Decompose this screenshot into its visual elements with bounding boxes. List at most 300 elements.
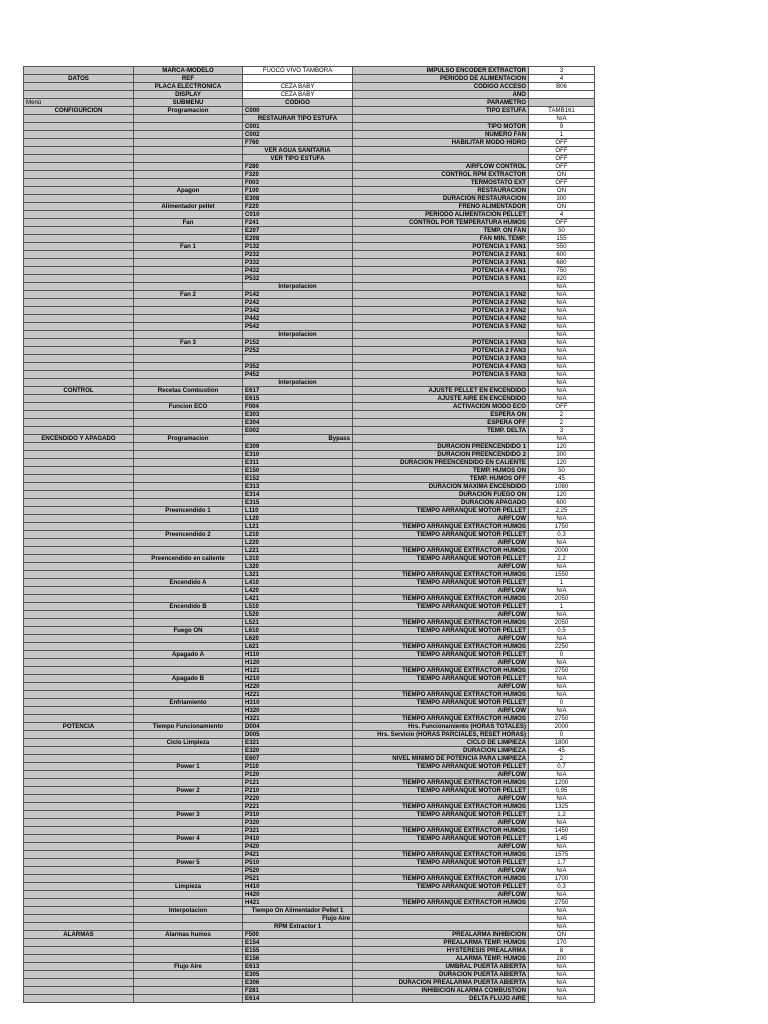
parameter-cell: DURACION FUEGO ON — [353, 491, 529, 499]
code-cell: F760 — [243, 139, 353, 147]
menu-cell — [24, 683, 134, 691]
submenu-cell — [134, 875, 243, 883]
parameter-cell — [353, 115, 529, 123]
table-row — [24, 555, 595, 563]
menu-cell — [24, 563, 134, 571]
submenu-cell — [134, 595, 243, 603]
value-cell: N/A — [529, 771, 595, 779]
parameter-cell: AIRFLOW — [353, 819, 529, 827]
menu-cell — [24, 323, 134, 331]
value-cell: 0,5 — [529, 627, 595, 635]
submenu-cell — [134, 755, 243, 763]
table-row — [24, 395, 595, 403]
code-cell: P342 — [243, 307, 353, 315]
code-cell: L410 — [243, 579, 353, 587]
table-row — [24, 763, 595, 771]
menu-cell — [24, 371, 134, 379]
parameter-cell: AJUSTE PELLET EN ENCENDIDO — [353, 387, 529, 395]
submenu-cell — [134, 915, 243, 923]
value-cell: N/A — [529, 995, 595, 1003]
value-cell: 300 — [529, 195, 595, 203]
value-cell: 2 — [529, 755, 595, 763]
value-cell: N/A — [529, 323, 595, 331]
submenu-cell — [134, 459, 243, 467]
menu-cell — [24, 787, 134, 795]
menu-cell — [24, 859, 134, 867]
table-row — [24, 419, 595, 427]
menu-cell — [24, 235, 134, 243]
menu-cell: CONTROL — [24, 387, 134, 395]
menu-cell — [24, 275, 134, 283]
submenu-cell — [134, 827, 243, 835]
code-cell: P421 — [243, 851, 353, 859]
table-row — [24, 779, 595, 787]
code-cell: P352 — [243, 363, 353, 371]
menu-cell — [24, 155, 134, 163]
code-cell: E311 — [243, 459, 353, 467]
table-row — [24, 995, 595, 1003]
code-cell: E150 — [243, 467, 353, 475]
table-row — [24, 939, 595, 947]
value-cell: 0,7 — [529, 763, 595, 771]
menu-cell — [24, 891, 134, 899]
menu-cell — [24, 819, 134, 827]
value-cell: 1450 — [529, 827, 595, 835]
parameter-cell: INHIBICION ALARMA COMBUSTION — [353, 987, 529, 995]
code-cell: L110 — [243, 507, 353, 515]
parameter-cell: TIEMPO ARRANQUE MOTOR PELLET — [353, 675, 529, 683]
value-cell: N/A — [529, 563, 595, 571]
table-row — [24, 483, 595, 491]
parameter-cell: DURACION PREALARMA PUERTA ABIERTA — [353, 979, 529, 987]
table-row — [24, 291, 595, 299]
table-row — [24, 307, 595, 315]
parameter-cell: TIEMPO ARRANQUE EXTRACTOR HUMOS — [353, 803, 529, 811]
value-cell: OFF — [529, 147, 595, 155]
table-row — [24, 707, 595, 715]
code-cell: H110 — [243, 651, 353, 659]
menu-cell — [24, 67, 134, 75]
parameter-cell: DURACION PREENCENDIDO EN CALIENTE — [353, 459, 529, 467]
parameter-cell: TIEMPO ARRANQUE EXTRACTOR HUMOS — [353, 779, 529, 787]
menu-cell — [24, 195, 134, 203]
submenu-cell — [134, 267, 243, 275]
submenu-cell — [134, 235, 243, 243]
table-row — [24, 411, 595, 419]
menu-cell — [24, 251, 134, 259]
value-cell: 2,25 — [529, 507, 595, 515]
value-cell: N/A — [529, 611, 595, 619]
table-row — [24, 539, 595, 547]
value-cell: 300 — [529, 451, 595, 459]
parameter-cell: AJUSTE AIRE EN ENCENDIDO — [353, 395, 529, 403]
menu-cell: POTENCIA — [24, 723, 134, 731]
menu-cell — [24, 211, 134, 219]
menu-cell — [24, 331, 134, 339]
code-cell: P442 — [243, 315, 353, 323]
code-cell: L120 — [243, 515, 353, 523]
value-cell: 550 — [529, 243, 595, 251]
menu-cell — [24, 491, 134, 499]
code-cell: E156 — [243, 955, 353, 963]
value-cell: 120 — [529, 443, 595, 451]
parameter-cell: POTENCIA 3 FAN2 — [353, 307, 529, 315]
value-cell: 1750 — [529, 523, 595, 531]
table-row — [24, 323, 595, 331]
code-cell: L210 — [243, 531, 353, 539]
code-cell: H410 — [243, 883, 353, 891]
parameter-cell: ESPERA ON — [353, 411, 529, 419]
value-cell: 3 — [529, 427, 595, 435]
table-row — [24, 859, 595, 867]
parameter-cell: TIEMPO ARRANQUE EXTRACTOR HUMOS — [353, 899, 529, 907]
submenu-cell — [134, 667, 243, 675]
table-row — [24, 203, 595, 211]
value-cell: 4 — [529, 211, 595, 219]
menu-cell — [24, 451, 134, 459]
value-cell: 2000 — [529, 547, 595, 555]
parameter-cell: TIEMPO ARRANQUE EXTRACTOR HUMOS — [353, 851, 529, 859]
table-row — [24, 115, 595, 123]
parameter-cell: POTENCIA 5 FAN2 — [353, 323, 529, 331]
table-row — [24, 771, 595, 779]
value-cell: N/A — [529, 379, 595, 387]
value-cell: 0,95 — [529, 787, 595, 795]
code-cell: D004 — [243, 723, 353, 731]
submenu-cell: Power 2 — [134, 787, 243, 795]
menu-cell — [24, 419, 134, 427]
parameter-cell: Hrs. Servicio (HORAS PARCIALES, RESET HORAS) — [353, 731, 529, 739]
table-row — [24, 187, 595, 195]
submenu-cell: Apagado A — [134, 651, 243, 659]
value-cell: 4 — [529, 75, 595, 83]
parameter-cell: TIEMPO ARRANQUE EXTRACTOR HUMOS — [353, 875, 529, 883]
code-cell: L420 — [243, 587, 353, 595]
menu-cell — [24, 995, 134, 1003]
menu-cell — [24, 907, 134, 915]
value-cell: 1 — [529, 603, 595, 611]
table-row — [24, 587, 595, 595]
submenu-cell — [134, 643, 243, 651]
value-cell: OFF — [529, 179, 595, 187]
value-cell: N/A — [529, 539, 595, 547]
parameter-cell: AIRFLOW — [353, 771, 529, 779]
value-cell: N/A — [529, 971, 595, 979]
code-cell: E208 — [243, 235, 353, 243]
table-row — [24, 627, 595, 635]
parameter-cell: DURACION APAGADO — [353, 499, 529, 507]
code-cell: E306 — [243, 979, 353, 987]
code-cell: H221 — [243, 691, 353, 699]
menu-cell — [24, 443, 134, 451]
table-row — [24, 563, 595, 571]
submenu-cell — [134, 411, 243, 419]
table-row — [24, 603, 595, 611]
code-cell: L321 — [243, 571, 353, 579]
menu-cell — [24, 939, 134, 947]
submenu-cell — [134, 619, 243, 627]
menu-cell: Menú — [24, 99, 134, 107]
parameter-cell: CONTROL RPM EXTRACTOR — [353, 171, 529, 179]
value-cell: 1,2 — [529, 811, 595, 819]
table-row — [24, 891, 595, 899]
value-cell: N/A — [529, 659, 595, 667]
menu-cell — [24, 763, 134, 771]
parameter-cell: POTENCIA 3 FAN1 — [353, 259, 529, 267]
code-cell: P542 — [243, 323, 353, 331]
table-row — [24, 75, 595, 83]
value-cell: 45 — [529, 747, 595, 755]
parameter-cell: AÑO — [353, 91, 529, 99]
parameter-cell: TIEMPO ARRANQUE EXTRACTOR HUMOS — [353, 523, 529, 531]
code-cell: P420 — [243, 843, 353, 851]
value-cell: N/A — [529, 795, 595, 803]
table-row — [24, 883, 595, 891]
parameter-cell — [353, 147, 529, 155]
code-cell: P152 — [243, 339, 353, 347]
menu-cell: CONFIGURCION — [24, 107, 134, 115]
table-row — [24, 443, 595, 451]
table-row — [24, 355, 595, 363]
value-cell: N/A — [529, 387, 595, 395]
value-cell: 2 — [529, 419, 595, 427]
parameter-cell: TIEMPO ARRANQUE MOTOR PELLET — [353, 835, 529, 843]
code-cell: E152 — [243, 475, 353, 483]
code-cell: E310 — [243, 451, 353, 459]
parameter-cell: PARAMETRO — [353, 99, 529, 107]
menu-cell — [24, 227, 134, 235]
submenu-cell: Power 4 — [134, 835, 243, 843]
submenu-cell — [134, 451, 243, 459]
parameter-cell: TIEMPO ARRANQUE EXTRACTOR HUMOS — [353, 595, 529, 603]
menu-cell — [24, 651, 134, 659]
menu-cell — [24, 187, 134, 195]
value-cell: N/A — [529, 315, 595, 323]
menu-cell — [24, 91, 134, 99]
code-cell: Interpolacion — [243, 379, 353, 387]
table-row — [24, 147, 595, 155]
code-cell: E607 — [243, 755, 353, 763]
value-cell: 50 — [529, 227, 595, 235]
value-cell: N/A — [529, 963, 595, 971]
code-cell: D005 — [243, 731, 353, 739]
code-cell: Bypass — [243, 435, 353, 443]
menu-cell — [24, 219, 134, 227]
parameter-sheet — [23, 66, 595, 1003]
parameter-cell: TIEMPO ARRANQUE EXTRACTOR HUMOS — [353, 643, 529, 651]
submenu-cell — [134, 123, 243, 131]
menu-cell — [24, 971, 134, 979]
menu-cell — [24, 179, 134, 187]
submenu-cell — [134, 867, 243, 875]
menu-cell — [24, 619, 134, 627]
submenu-cell — [134, 891, 243, 899]
code-cell — [243, 75, 353, 83]
sheet-body — [24, 67, 595, 1003]
value-cell: N/A — [529, 339, 595, 347]
submenu-cell — [134, 939, 243, 947]
parameter-cell: ACTIVACION MODO ECO — [353, 403, 529, 411]
value-cell: N/A — [529, 819, 595, 827]
menu-cell — [24, 835, 134, 843]
table-row — [24, 899, 595, 907]
submenu-cell: Programacion — [134, 435, 243, 443]
table-row — [24, 347, 595, 355]
submenu-cell — [134, 211, 243, 219]
parameter-cell: UMBRAL PUERTA ABIERTA — [353, 963, 529, 971]
code-cell: F280 — [243, 163, 353, 171]
table-row — [24, 107, 595, 115]
value-cell: B06 — [529, 83, 595, 91]
submenu-cell: Tiempo Funcionamiento — [134, 723, 243, 731]
table-row — [24, 699, 595, 707]
value-cell: 2000 — [529, 723, 595, 731]
table-row — [24, 523, 595, 531]
menu-cell — [24, 483, 134, 491]
value-cell: N/A — [529, 515, 595, 523]
value-cell: 820 — [529, 275, 595, 283]
menu-cell — [24, 171, 134, 179]
code-cell: P110 — [243, 763, 353, 771]
parameter-cell: TIEMPO ARRANQUE MOTOR PELLET — [353, 531, 529, 539]
value-cell: N/A — [529, 363, 595, 371]
submenu-cell: Programacion — [134, 107, 243, 115]
code-cell: P332 — [243, 259, 353, 267]
submenu-cell — [134, 283, 243, 291]
menu-cell — [24, 539, 134, 547]
code-cell: L220 — [243, 539, 353, 547]
value-cell: 1800 — [529, 739, 595, 747]
table-row — [24, 507, 595, 515]
submenu-cell: Preencendido 1 — [134, 507, 243, 515]
parameter-cell: TIPO ESTUFA — [353, 107, 529, 115]
submenu-cell — [134, 659, 243, 667]
parameter-cell: PREALARMA INHIBICION — [353, 931, 529, 939]
code-cell: L521 — [243, 619, 353, 627]
table-row — [24, 299, 595, 307]
submenu-cell — [134, 851, 243, 859]
value-cell: 2050 — [529, 619, 595, 627]
menu-cell — [24, 363, 134, 371]
submenu-cell — [134, 499, 243, 507]
code-cell: P532 — [243, 275, 353, 283]
code-cell: VER AGUA SANITARIA — [243, 147, 353, 155]
parameter-cell: AIRFLOW — [353, 659, 529, 667]
table-row — [24, 139, 595, 147]
value-cell: 2,2 — [529, 555, 595, 563]
submenu-cell: REF — [134, 75, 243, 83]
table-row — [24, 451, 595, 459]
menu-cell — [24, 603, 134, 611]
code-cell: E305 — [243, 971, 353, 979]
submenu-cell — [134, 139, 243, 147]
parameter-cell: NUMERO FAN — [353, 131, 529, 139]
menu-cell: DATOS — [24, 75, 134, 83]
code-cell: H121 — [243, 667, 353, 675]
submenu-cell — [134, 587, 243, 595]
table-row — [24, 179, 595, 187]
menu-cell — [24, 515, 134, 523]
code-cell: Interpolacion — [243, 283, 353, 291]
parameter-cell: AIRFLOW — [353, 611, 529, 619]
submenu-cell: DISPLAY — [134, 91, 243, 99]
submenu-cell — [134, 571, 243, 579]
parameter-cell — [353, 435, 529, 443]
parameter-cell: AIRFLOW — [353, 683, 529, 691]
table-row — [24, 683, 595, 691]
table-row — [24, 731, 595, 739]
value-cell: 2750 — [529, 667, 595, 675]
code-cell: E614 — [243, 995, 353, 1003]
value-cell: N/A — [529, 331, 595, 339]
value-cell: ON — [529, 187, 595, 195]
menu-cell — [24, 299, 134, 307]
parameter-cell: TEMP. DELTA — [353, 427, 529, 435]
menu-cell — [24, 755, 134, 763]
parameter-cell: AIRFLOW — [353, 587, 529, 595]
table-row — [24, 131, 595, 139]
menu-cell — [24, 291, 134, 299]
submenu-cell — [134, 715, 243, 723]
table-row — [24, 475, 595, 483]
value-cell: 1 — [529, 579, 595, 587]
code-cell: CODIGO — [243, 99, 353, 107]
parameter-cell: CONTROL POR TEMPERATURA HUMOS — [353, 219, 529, 227]
value-cell: N/A — [529, 347, 595, 355]
parameter-cell: TIEMPO ARRANQUE MOTOR PELLET — [353, 627, 529, 635]
value-cell: N/A — [529, 987, 595, 995]
parameter-cell — [353, 915, 529, 923]
menu-cell — [24, 115, 134, 123]
parameter-cell: AIRFLOW — [353, 795, 529, 803]
submenu-cell — [134, 363, 243, 371]
table-row — [24, 667, 595, 675]
parameter-cell: TIEMPO ARRANQUE EXTRACTOR HUMOS — [353, 667, 529, 675]
value-cell: 2250 — [529, 643, 595, 651]
code-cell: P520 — [243, 867, 353, 875]
submenu-cell: Flujo Aire — [134, 963, 243, 971]
submenu-cell — [134, 691, 243, 699]
menu-cell — [24, 403, 134, 411]
submenu-cell: Interpolacion — [134, 907, 243, 915]
parameter-cell: POTENCIA 2 FAN1 — [353, 251, 529, 259]
parameter-cell: AIRFLOW — [353, 539, 529, 547]
value-cell: 1 — [529, 131, 595, 139]
code-cell: P232 — [243, 251, 353, 259]
menu-cell — [24, 147, 134, 155]
value-cell: N/A — [529, 683, 595, 691]
menu-cell — [24, 675, 134, 683]
submenu-cell — [134, 275, 243, 283]
parameter-cell: DURACION PREENCENDIDO 1 — [353, 443, 529, 451]
parameter-cell: ESPERA OFF — [353, 419, 529, 427]
menu-cell — [24, 379, 134, 387]
submenu-cell — [134, 467, 243, 475]
submenu-cell — [134, 995, 243, 1003]
parameter-cell: TIEMPO ARRANQUE MOTOR PELLET — [353, 555, 529, 563]
menu-cell: ALARMAS — [24, 931, 134, 939]
table-row — [24, 875, 595, 883]
value-cell: 0,3 — [529, 531, 595, 539]
parameter-cell: DURACION PREENCENDIDO 2 — [353, 451, 529, 459]
menu-cell — [24, 467, 134, 475]
submenu-cell — [134, 899, 243, 907]
table-row — [24, 171, 595, 179]
menu-cell — [24, 411, 134, 419]
parameter-cell — [353, 331, 529, 339]
submenu-cell — [134, 475, 243, 483]
value-cell: 2050 — [529, 595, 595, 603]
